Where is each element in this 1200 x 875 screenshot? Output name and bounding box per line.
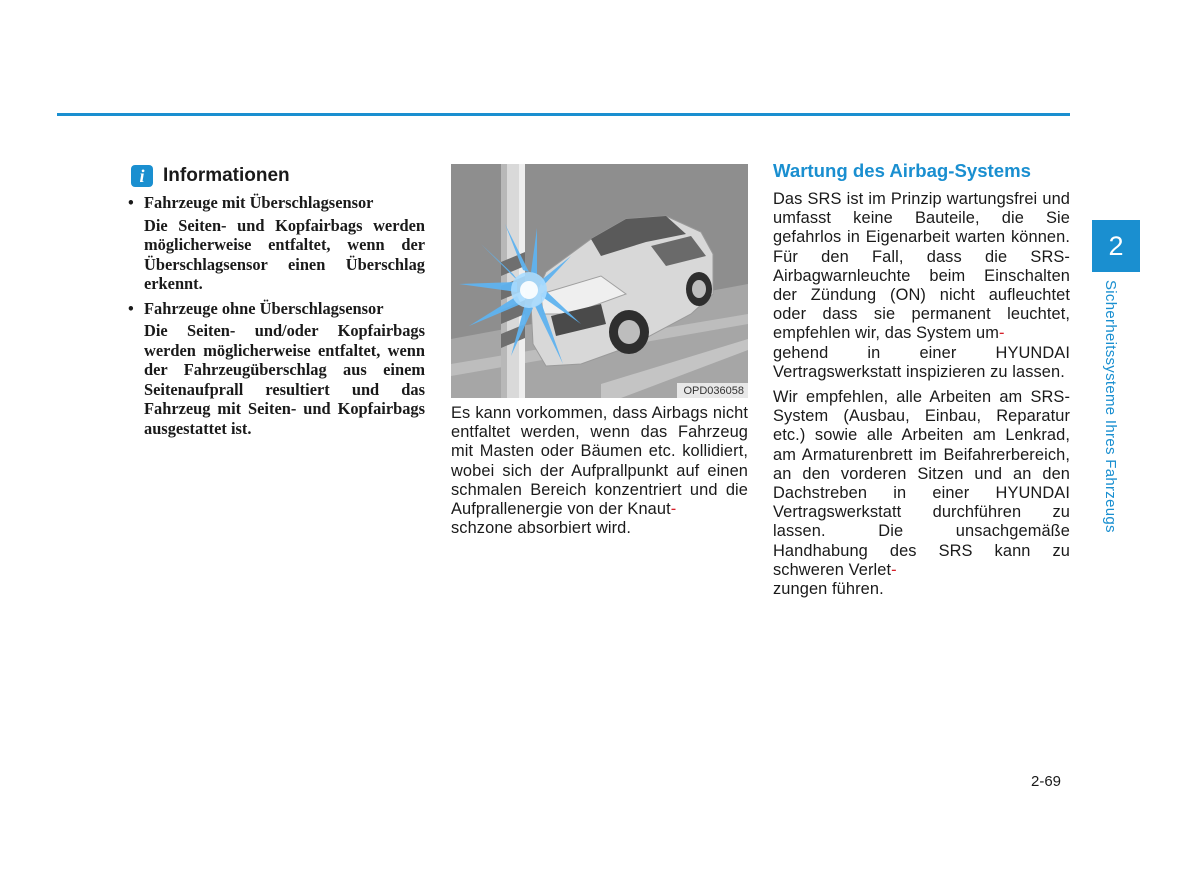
maintenance-paragraph-1 bbox=[773, 190, 1070, 382]
header-rule bbox=[57, 113, 1070, 116]
info-heading bbox=[128, 165, 425, 187]
chapter-label: Sicherheitssysteme Ihres Fahrzeugs bbox=[1102, 280, 1119, 533]
maintenance-p2-text-end: zungen führen. bbox=[773, 580, 884, 599]
page-number: 2-69 bbox=[1031, 773, 1062, 790]
hyphen-mark: - bbox=[670, 500, 677, 519]
right-column bbox=[773, 160, 1070, 599]
hyphen-mark: - bbox=[891, 560, 897, 579]
collision-illustration-svg bbox=[451, 164, 748, 398]
bullet-dot-icon: • bbox=[128, 298, 134, 318]
middle-column bbox=[451, 164, 748, 538]
chapter-tab: 2 bbox=[1092, 220, 1140, 272]
maintenance-p1-text-end: gehend in einer HYUNDAI Vertragswerkstatt inspizieren zu lassen. bbox=[773, 343, 1070, 381]
info-bullet-2-body: Die Seiten- und/oder Kopfairbags werden möglicherweise entfaltet, wenn der Fahrzeugüberschlag aus einem Seitenaufprall resultiert und das Fahrzeug mit Seiten- und Kopfairbags ausgestattet ist. bbox=[144, 321, 425, 438]
collision-note-paragraph bbox=[451, 404, 748, 538]
info-title: Informationen bbox=[163, 165, 290, 186]
hyphen-mark: - bbox=[999, 324, 1005, 343]
info-bullet-2-heading: Fahrzeuge ohne Überschlagsensor bbox=[144, 298, 384, 318]
info-bullet-1-heading: Fahrzeuge mit Überschlagsensor bbox=[144, 193, 374, 212]
collision-note-text-end: schzone absorbiert wird. bbox=[451, 519, 632, 538]
car-pole-collision-illustration bbox=[451, 164, 748, 398]
maintenance-p2-text: Wir empfehlen, alle Arbeiten am SRS-System (Ausbau, Einbau, Reparatur etc.) sowie alle Arbeiten am Lenkrad, am Armaturenbrett im Beifahrerbereich, an den vorderen Sitzen und an den Dachstreben in einer HYUNDAI Vertragswerkstatt durchführen zu lassen. Die unsachgemäße Handhabung des SRS kann zu schweren Verlet bbox=[773, 388, 1070, 579]
info-box bbox=[128, 165, 425, 438]
info-bullet-1 bbox=[128, 193, 425, 213]
info-icon: i bbox=[131, 165, 153, 187]
maintenance-p1-text: Das SRS ist im Prinzip wartungsfrei und umfasst keine Bauteile, die Sie gefahrlos in Eigenarbeit warten können. Für den Fall, dass die SRS-Airbagwarnleuchte beim Einschalten der Zündung (ON) nicht aufleuchtet oder dass sie permanent leuchtet, empfehlen wir, das System um bbox=[773, 190, 1070, 343]
info-bullet-2 bbox=[128, 299, 425, 319]
maintenance-paragraph-2 bbox=[773, 388, 1070, 599]
section-title: Wartung des Airbag-Systems bbox=[773, 160, 1031, 181]
info-bullet-1-body: Die Seiten- und Kopfairbags werden möglicherweise entfaltet, wenn der Überschlagsensor einen Überschlag erkennt. bbox=[144, 215, 425, 293]
collision-note-text: Es kann vorkommen, dass Airbags nicht entfaltet werden, wenn das Fahrzeug mit Masten oder Bäumen etc. kollidiert, wobei sich der Aufprallpunkt auf einen schmalen Bereich konzentriert und die Aufprallenergie von der Knaut bbox=[451, 404, 748, 519]
figure-code: OPD036058 bbox=[677, 383, 748, 398]
bullet-dot-icon: • bbox=[128, 193, 134, 212]
